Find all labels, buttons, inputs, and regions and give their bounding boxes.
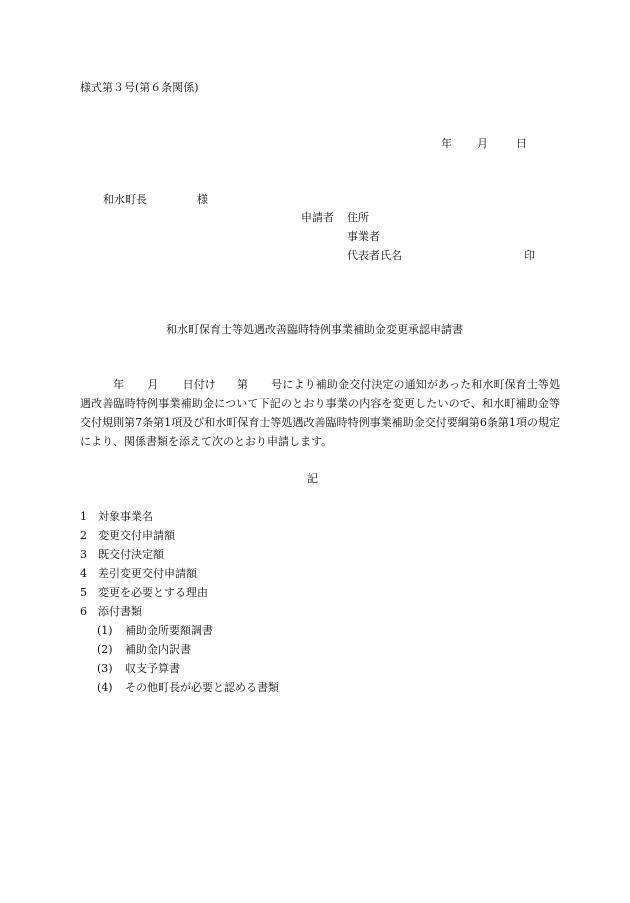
representative-label: 代表者氏名 [347,249,402,262]
body-month: 月 [147,378,159,391]
ki-heading: 記 [307,472,318,485]
business-label: 事業者 [347,230,380,243]
address-label: 住所 [347,211,369,224]
date-year: 年 [441,137,452,150]
body-year: 年 [113,378,125,391]
body-day-ref: 日付け [182,378,216,391]
list-item: 6 添付書類 [80,605,142,618]
attachment-item: (4) その他町長が必要と認める書類 [97,681,279,694]
body-text: 号により補助金交付決定の通知があった和水町保育士等処遇改善臨時特例事業補助金について下記のとおり事業の内容を変更したいので、和水町補助金等交付規則第7条第1項及び和水町保育士等処遇改善臨時特例事業補助金交付要綱第6条第1項の規定により、関係書類を添えて次のとおり申請します。 [80,378,561,448]
applicant-label: 申請者 [301,211,334,224]
addressee-honorific: 様 [197,193,208,206]
list-item: 4 差引変更交付申請額 [80,567,197,580]
addressee [103,193,208,207]
date-line [441,137,527,151]
form-identifier: 様式第３号(第６条関係) [80,81,199,94]
document-title: 和水町保育士等処遇改善臨時特例事業補助金変更承認申請書 [166,323,463,336]
addressee-name: 和水町長 [103,193,147,206]
attachment-list [97,624,279,700]
body-number-prefix: 第 [236,378,249,391]
item-list [80,510,208,624]
attachment-item: (3) 収支予算書 [97,662,180,675]
list-item: 2 変更交付申請額 [80,529,175,542]
list-item: 5 変更を必要とする理由 [80,586,208,599]
request-body [80,375,560,451]
list-item: 1 対象事業名 [80,510,153,523]
seal-mark: 印 [524,249,535,262]
attachment-item: (2) 補助金内訳書 [97,643,191,656]
list-item: 3 既交付決定額 [80,548,164,561]
date-month: 月 [477,137,488,150]
attachment-item: (1) 補助金所要額調書 [97,624,213,637]
date-day: 日 [516,137,527,150]
